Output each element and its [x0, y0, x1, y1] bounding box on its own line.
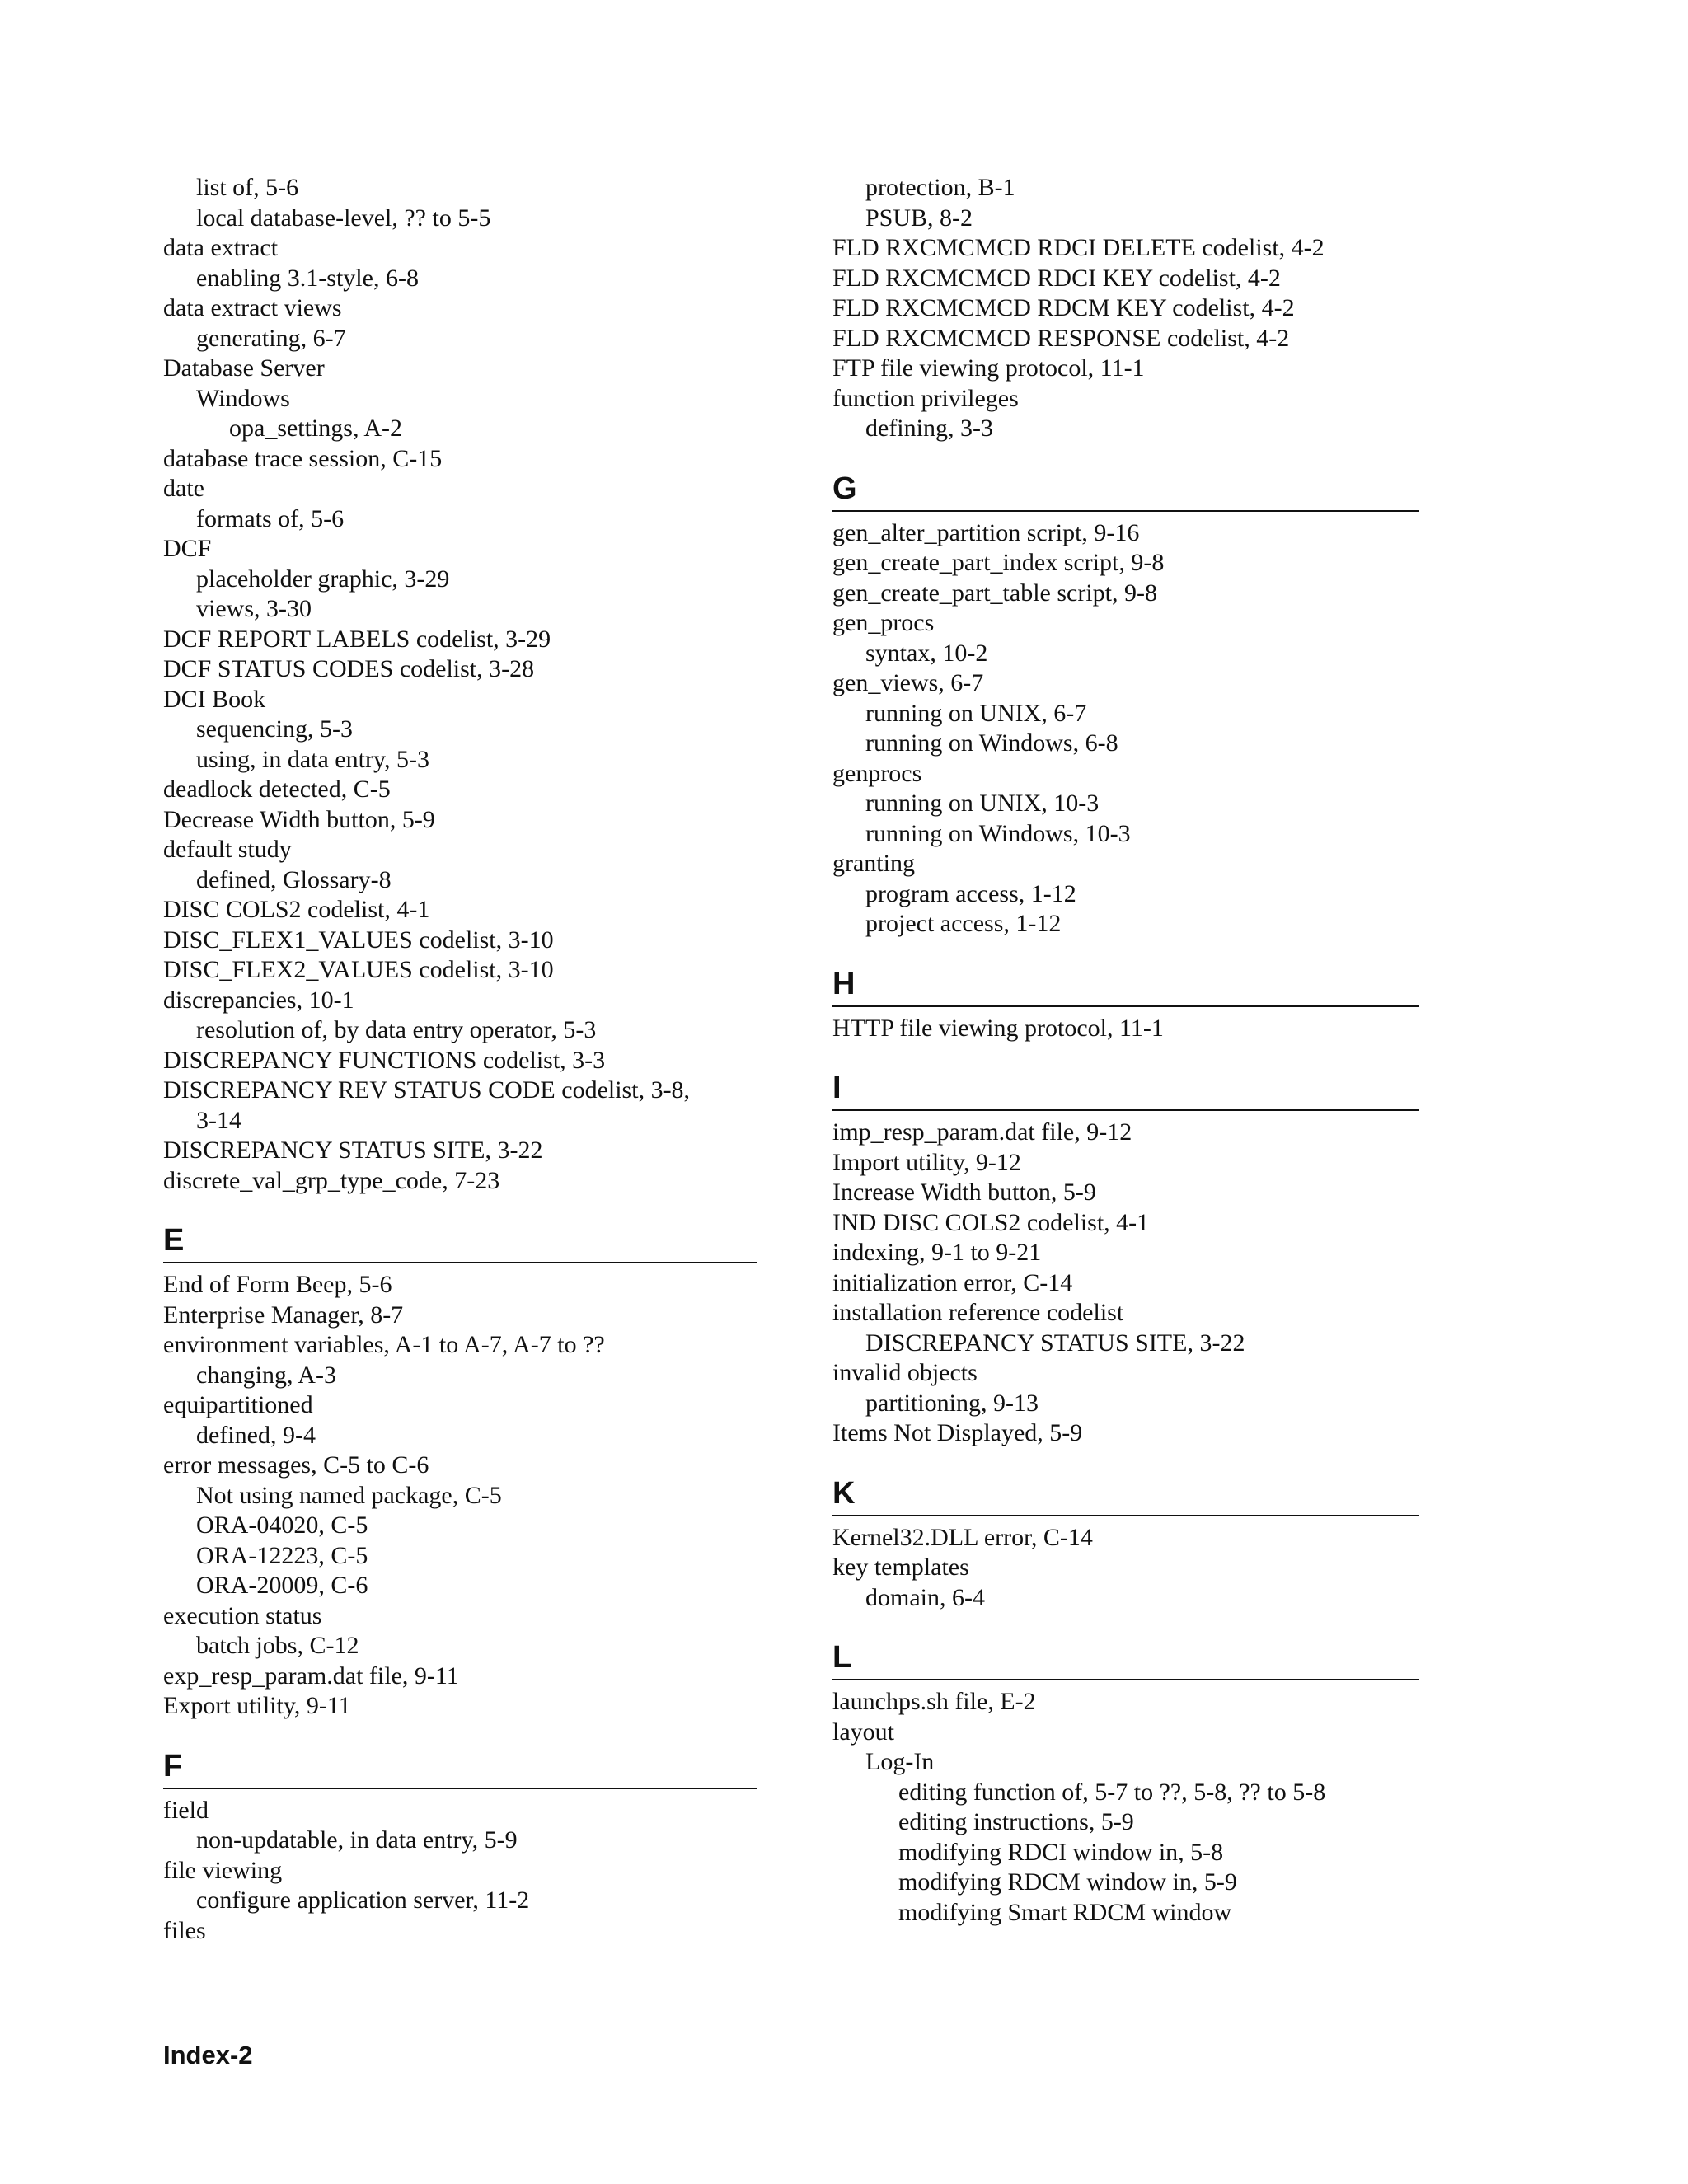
index-entry-disc-flex1-values-codelist-3-10: DISC_FLEX1_VALUES codelist, 3-10: [163, 926, 554, 954]
index-entry-defined-glossary-8: defined, Glossary-8: [196, 865, 392, 893]
index-entry-function-privileges: function privileges: [832, 384, 1019, 412]
index-entry-protection-b-1: protection, B-1: [865, 174, 1015, 201]
index-entry-local-database-level-to-5-5: local database-level, ?? to 5-5: [196, 204, 491, 232]
index-entry-environment-variables-a-1-to-a-7-a-7-to: environment variables, A-1 to A-7, A-7 to ??: [163, 1331, 605, 1358]
section-heading-e: E: [163, 1222, 757, 1263]
index-entry-increase-width-button-5-9: Increase Width button, 5-9: [832, 1179, 1096, 1206]
index-entry-discrepancy-status-site-3-22: DISCREPANCY STATUS SITE, 3-22: [865, 1329, 1245, 1357]
index-entry-enabling-3-1-style-6-8: enabling 3.1-style, 6-8: [196, 264, 419, 292]
index-entry-discrepancies-10-1: discrepancies, 10-1: [163, 986, 354, 1014]
index-entry-disc-flex2-values-codelist-3-10: DISC_FLEX2_VALUES codelist, 3-10: [163, 956, 554, 983]
index-entry-discrepancy-rev-status-code-codelist-3-8: DISCREPANCY REV STATUS CODE codelist, 3-8,: [163, 1076, 691, 1104]
index-entry-not-using-named-package-c-5: Not using named package, C-5: [196, 1481, 502, 1509]
index-entry-genprocs: genprocs: [832, 759, 922, 787]
section-heading-h: H: [832, 966, 1419, 1007]
index-entry-non-updatable-in-data-entry-5-9: non-updatable, in data entry, 5-9: [196, 1826, 518, 1854]
index-entry-formats-of-5-6: formats of, 5-6: [196, 504, 345, 532]
index-entry-running-on-unix-10-3: running on UNIX, 10-3: [865, 790, 1100, 817]
index-entry-dcf-report-labels-codelist-3-29: DCF REPORT LABELS codelist, 3-29: [163, 625, 551, 653]
index-entry-discrepancy-status-site-3-22: DISCREPANCY STATUS SITE, 3-22: [163, 1137, 543, 1164]
index-entry-end-of-form-beep-5-6: End of Form Beep, 5-6: [163, 1271, 392, 1298]
index-entry-indexing-9-1-to-9-21: indexing, 9-1 to 9-21: [832, 1239, 1042, 1266]
index-entry-syntax-10-2: syntax, 10-2: [865, 639, 988, 667]
index-entry-ora-12223-c-5: ORA-12223, C-5: [196, 1541, 368, 1569]
index-section-i: [832, 1070, 1419, 1449]
index-section-f: [163, 1748, 757, 1947]
index-entry-ind-disc-cols2-codelist-4-1: IND DISC COLS2 codelist, 4-1: [832, 1208, 1150, 1236]
index-entry-modifying-rdci-window-in-5-8: modifying RDCI window in, 5-8: [898, 1838, 1224, 1866]
index-entry-layout: layout: [832, 1718, 894, 1746]
index-entry-generating-6-7: generating, 6-7: [196, 324, 346, 352]
index-entry-ora-04020-c-5: ORA-04020, C-5: [196, 1511, 368, 1539]
index-entry-error-messages-c-5-to-c-6: error messages, C-5 to C-6: [163, 1451, 429, 1479]
page-footer-label: Index-2: [163, 2041, 253, 2069]
index-entry-views-3-30: views, 3-30: [196, 595, 312, 622]
index-entry-ftp-file-viewing-protocol-11-1: FTP file viewing protocol, 11-1: [832, 354, 1145, 382]
index-entry-dci-book: DCI Book: [163, 685, 266, 713]
index-entry-launchps-sh-file-e-2: launchps.sh file, E-2: [832, 1688, 1036, 1715]
index-section-h: [832, 966, 1419, 1044]
index-entry-modifying-rdcm-window-in-5-9: modifying RDCM window in, 5-9: [898, 1868, 1237, 1896]
index-entry-export-utility-9-11: Export utility, 9-11: [163, 1692, 351, 1719]
index-entry-deadlock-detected-c-5: deadlock detected, C-5: [163, 776, 391, 803]
index-entry-ora-20009-c-6: ORA-20009, C-6: [196, 1572, 368, 1599]
index-entry-gen-create-part-table-script-9-8: gen_create_part_table script, 9-8: [832, 579, 1157, 607]
index-entry-placeholder-graphic-3-29: placeholder graphic, 3-29: [196, 565, 450, 593]
index-entry-fld-rxcmcmcd-response-codelist-4-2: FLD RXCMCMCD RESPONSE codelist, 4-2: [832, 324, 1290, 352]
index-entry-http-file-viewing-protocol-11-1: HTTP file viewing protocol, 11-1: [832, 1014, 1164, 1042]
index-section-l: [832, 1639, 1419, 1928]
index-entry-gen-procs: gen_procs: [832, 609, 935, 636]
index-entry-using-in-data-entry-5-3: using, in data entry, 5-3: [196, 745, 429, 773]
index-entry-log-in: Log-In: [865, 1748, 935, 1775]
index-entry-granting: granting: [832, 850, 915, 877]
index-entry-invalid-objects: invalid objects: [832, 1359, 978, 1386]
index-entry-gen-views-6-7: gen_views, 6-7: [832, 669, 984, 696]
index-entry-files: files: [163, 1916, 206, 1944]
index-entry-equipartitioned: equipartitioned: [163, 1391, 313, 1418]
index-entry-running-on-windows-6-8: running on Windows, 6-8: [865, 729, 1118, 757]
index-entry-psub-8-2: PSUB, 8-2: [865, 204, 973, 232]
index-entry-domain-6-4: domain, 6-4: [865, 1583, 985, 1611]
index-entry-items-not-displayed-5-9: Items Not Displayed, 5-9: [832, 1419, 1083, 1446]
index-entry-kernel32-dll-error-c-14: Kernel32.DLL error, C-14: [832, 1523, 1093, 1551]
index-entry-modifying-smart-rdcm-window: modifying Smart RDCM window: [898, 1898, 1232, 1926]
index-entry-changing-a-3: changing, A-3: [196, 1361, 336, 1389]
index-entry-exp-resp-param-dat-file-9-11: exp_resp_param.dat file, 9-11: [163, 1661, 459, 1690]
section-heading-k: K: [832, 1475, 1419, 1516]
index-entry-installation-reference-codelist: installation reference codelist: [832, 1299, 1124, 1326]
index-entry-running-on-unix-6-7: running on UNIX, 6-7: [865, 699, 1087, 727]
index-entry-project-access-1-12: project access, 1-12: [865, 910, 1062, 937]
index-entry-dcf: DCF: [163, 535, 212, 562]
index-entry-database-trace-session-c-15: database trace session, C-15: [163, 444, 443, 472]
index-entry-3-14: 3-14: [196, 1106, 241, 1134]
index-entry-fld-rxcmcmcd-rdci-delete-codelist-4-2: FLD RXCMCMCD RDCI DELETE codelist, 4-2: [832, 234, 1325, 261]
index-column-right: [832, 173, 1419, 1928]
index-section-k: [832, 1475, 1419, 1614]
index-entry-database-server: Database Server: [163, 354, 325, 382]
index-entry-sequencing-5-3: sequencing, 5-3: [196, 715, 353, 743]
index-entry-opa-settings-a-2: opa_settings, A-2: [229, 415, 402, 442]
index-entry-data-extract: data extract: [163, 234, 279, 261]
index-column-left: [163, 173, 757, 1946]
index-entry-discrete-val-grp-type-code-7-23: discrete_val_grp_type_code, 7-23: [163, 1166, 500, 1194]
index-entry-resolution-of-by-data-entry-operator-5-3: resolution of, by data entry operator, 5-3: [196, 1016, 597, 1043]
index-entry-running-on-windows-10-3: running on Windows, 10-3: [865, 819, 1131, 847]
index-entry-program-access-1-12: program access, 1-12: [865, 879, 1076, 907]
section-heading-l: L: [832, 1639, 1419, 1680]
index-entry-file-viewing: file viewing: [163, 1856, 283, 1884]
index-entry-list-of-5-6: list of, 5-6: [196, 174, 299, 201]
index-entry-gen-alter-partition-script-9-16: gen_alter_partition script, 9-16: [832, 518, 1140, 546]
index-entry-batch-jobs-c-12: batch jobs, C-12: [196, 1632, 359, 1659]
index-entry-initialization-error-c-14: initialization error, C-14: [832, 1268, 1073, 1296]
index-entry-discrepancy-functions-codelist-3-3: DISCREPANCY FUNCTIONS codelist, 3-3: [163, 1046, 606, 1074]
index-entry-configure-application-server-11-2: configure application server, 11-2: [196, 1886, 530, 1914]
index-entry-data-extract-views: data extract views: [163, 294, 342, 321]
index-entry-editing-function-of-5-7-to-5-8-to-5-8: editing function of, 5-7 to ??, 5-8, ?? to 5-8: [898, 1778, 1326, 1806]
index-entry-defining-3-3: defining, 3-3: [865, 415, 993, 442]
index-entry-disc-cols2-codelist-4-1: DISC COLS2 codelist, 4-1: [163, 896, 430, 923]
index-entry-import-utility-9-12: Import utility, 9-12: [832, 1148, 1021, 1176]
index-entry-partitioning-9-13: partitioning, 9-13: [865, 1389, 1039, 1417]
section-heading-f: F: [163, 1748, 757, 1789]
index-section-g: [832, 471, 1419, 940]
section-heading-i: I: [832, 1070, 1419, 1111]
index-entry-dcf-status-codes-codelist-3-28: DCF STATUS CODES codelist, 3-28: [163, 655, 535, 682]
index-entry-date: date: [163, 475, 204, 502]
index-entry-defined-9-4: defined, 9-4: [196, 1421, 316, 1449]
index-entry-gen-create-part-index-script-9-8: gen_create_part_index script, 9-8: [832, 549, 1165, 576]
index-entry-editing-instructions-5-9: editing instructions, 5-9: [898, 1808, 1134, 1835]
index-entry-enterprise-manager-8-7: Enterprise Manager, 8-7: [163, 1301, 404, 1329]
index-entry-windows: Windows: [196, 384, 290, 412]
section-heading-g: G: [832, 471, 1419, 512]
index-entry-fld-rxcmcmcd-rdcm-key-codelist-4-2: FLD RXCMCMCD RDCM KEY codelist, 4-2: [832, 294, 1295, 321]
index-entry-decrease-width-button-5-9: Decrease Width button, 5-9: [163, 805, 435, 833]
index-section-e: [163, 1222, 757, 1722]
index-entry-field: field: [163, 1796, 209, 1824]
index-entry-fld-rxcmcmcd-rdci-key-codelist-4-2: FLD RXCMCMCD RDCI KEY codelist, 4-2: [832, 264, 1281, 292]
index-entry-default-study: default study: [163, 836, 292, 863]
index-entry-key-templates: key templates: [832, 1554, 969, 1581]
index-entry-imp-resp-param-dat-file-9-12: imp_resp_param.dat file, 9-12: [832, 1118, 1132, 1146]
index-entry-execution-status: execution status: [163, 1601, 322, 1629]
